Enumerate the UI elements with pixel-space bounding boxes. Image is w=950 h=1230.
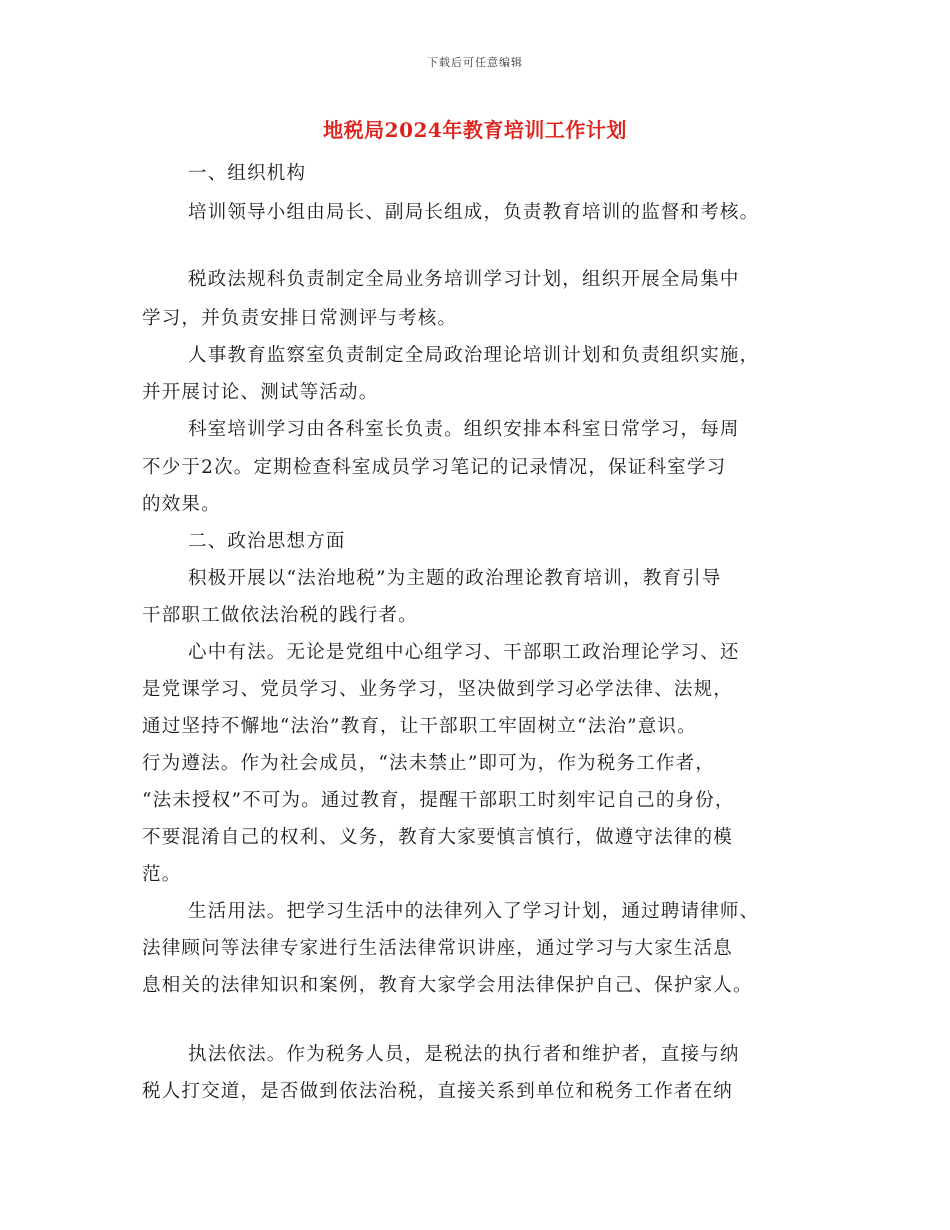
- header-note: 下载后可任意编辑: [427, 56, 523, 69]
- text-line: 不少于2次。定期检查科室成员学习笔记的记录情况，保证科室学习: [142, 457, 727, 478]
- text-line: 行为遵法。作为社会成员，“法未禁止”即可为，作为税务工作者，: [142, 753, 715, 774]
- text-line: 税人打交道，是否做到依法治税，直接关系到单位和税务工作者在纳: [142, 1081, 734, 1102]
- text-line: 的效果。: [142, 494, 221, 515]
- text-line: 科室培训学习由各科室长负责。组织安排本科室日常学习，每周: [188, 419, 740, 440]
- text-line: 执法依法。作为税务人员，是税法的执行者和维护者，直接与纳: [188, 1044, 740, 1065]
- text-line: 法律顾问等法律专家进行生活法律常识讲座，通过学习与大家生活息: [142, 938, 734, 959]
- text-line: 是党课学习、党员学习、业务学习，坚决做到学习必学法律、法规，: [142, 679, 734, 700]
- text-line: 范。: [142, 864, 182, 885]
- document-title: 地税局2024年教育培训工作计划: [323, 118, 627, 142]
- text-line: 培训领导小组由局长、副局长组成，负责教育培训的监督和考核。: [188, 202, 760, 223]
- text-line: 并开展讨论、测试等活动。: [142, 382, 379, 403]
- text-line: 干部职工做依法治税的践行者。: [142, 605, 418, 626]
- text-line: 学习，并负责安排日常测评与考核。: [142, 308, 458, 329]
- text-line: 生活用法。把学习生活中的法律列入了学习计划，通过聘请律师、: [188, 901, 760, 922]
- text-line: 心中有法。无论是党组中心组学习、干部职工政治理论学习、还: [188, 642, 740, 663]
- text-line: 二、政治思想方面: [188, 531, 346, 552]
- text-line: 税政法规科负责制定全局业务培训学习计划，组织开展全局集中: [188, 269, 740, 290]
- text-line: 通过坚持不懈地“法治”教育，让干部职工牢固树立“法治”意识。: [142, 716, 697, 737]
- text-line: 息相关的法律知识和案例，教育大家学会用法律保护自己、保护家人。: [142, 975, 753, 996]
- text-line: 不要混淆自己的权利、义务，教育大家要慎言慎行，做遵守法律的模: [142, 827, 734, 848]
- text-line: 人事教育监察室负责制定全局政治理论培训计划和负责组织实施，: [188, 345, 760, 366]
- text-line: 一、组织机构: [188, 163, 307, 184]
- text-line: 积极开展以“法治地税”为主题的政治理论教育培训，教育引导: [188, 568, 722, 589]
- text-line: “法未授权”不可为。通过教育，提醒干部职工时刻牢记自己的身份，: [142, 790, 735, 811]
